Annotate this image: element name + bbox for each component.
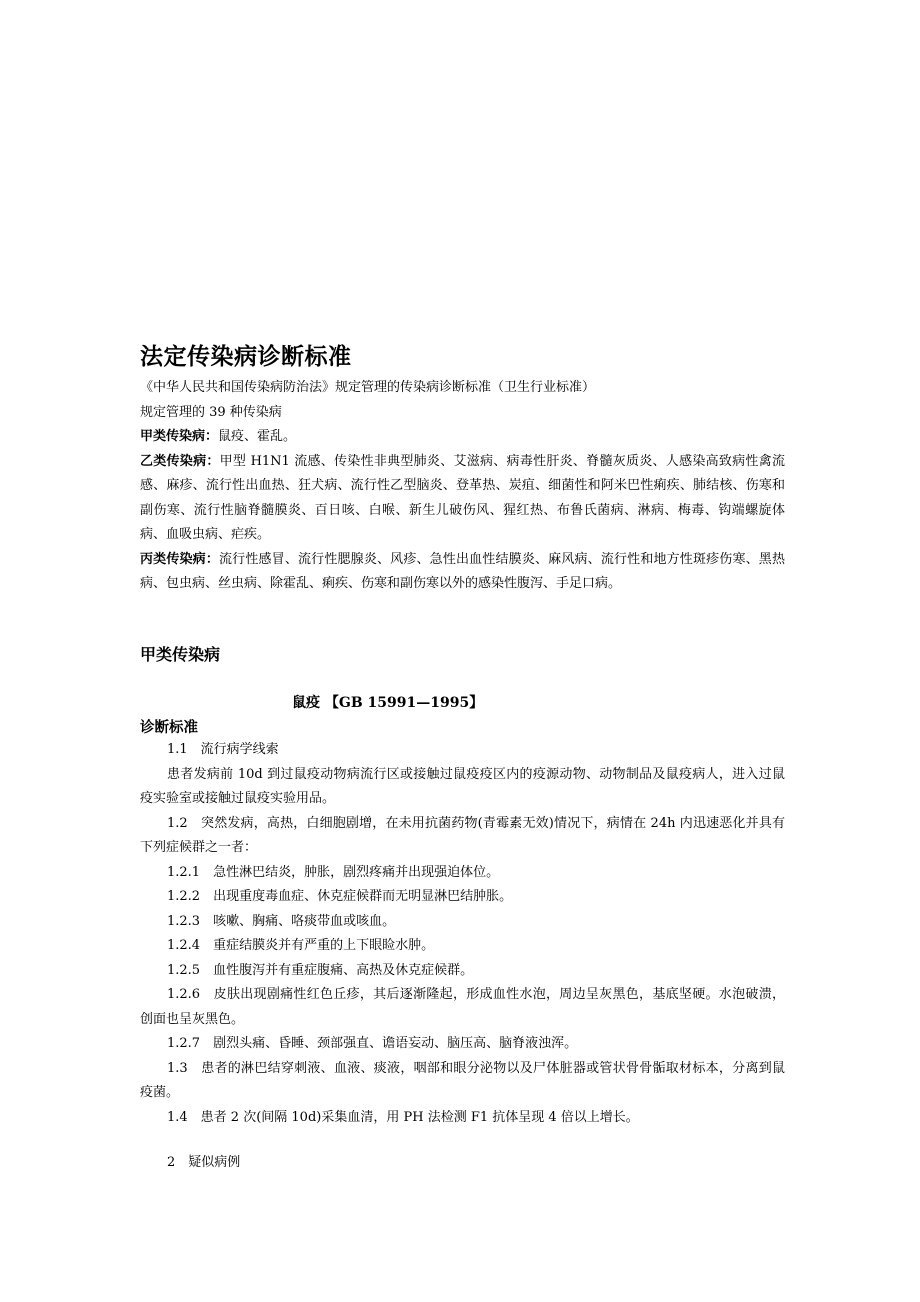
criteria-item: 1.1 流行病学线索 <box>167 742 279 757</box>
class-c-paragraph <box>140 548 785 597</box>
criteria-item: 1.2.6 皮肤出现剧痛性红色丘疹，其后逐渐隆起，形成血性水泡，周边呈灰黑色，基底坚硬。水泡破溃，创面也呈灰黑色。 <box>140 987 785 1027</box>
disease-title: 鼠疫 【GB 15991—1995】 <box>292 695 484 711</box>
criteria-item: 1.2.2 出现重度毒血症、休克症候群而无明显淋巴结肿胀。 <box>167 889 513 904</box>
class-b-paragraph <box>140 450 785 548</box>
criteria-item: 1.2.5 血性腹泻并有重症腹痛、高热及休克症候群。 <box>167 962 474 978</box>
document-title: 法定传染病诊断标准 <box>140 344 352 370</box>
class-c-text: 流行性感冒、流行性腮腺炎、风疹、急性出血性结膜炎、麻风病、流行性和地方性斑疹伤寒、黑热病、包虫病、丝虫病、除霍乱、痢疾、伤寒和副伤寒以外的感染性腹泻、手足口病。 <box>140 551 785 591</box>
criteria-item: 1.2.3 咳嗽、胸痛、咯痰带血或咳血。 <box>167 913 396 929</box>
section-2-heading: 2 疑似病例 <box>167 1155 241 1170</box>
criteria-item: 1.2 突然发病，高热，白细胞剧增，在未用抗菌药物(青霉素无效)情况下，病情在 24h 内迅速恶化并具有下列症候群之一者： <box>140 815 785 855</box>
criteria-item: 患者发病前 10d 到过鼠疫动物病流行区或接触过鼠疫疫区内的疫源动物、动物制品及鼠疫病人，进入过鼠疫实验室或接触过鼠疫实验用品。 <box>140 766 785 806</box>
class-a-label: 甲类传染病： <box>140 429 219 444</box>
criteria-item: 1.2.7 剧烈头痛、昏睡、颈部强直、谵语妄动、脑压高、脑脊液浊浑。 <box>167 1036 578 1051</box>
class-b-label: 乙类传染病： <box>140 453 220 469</box>
subtitle: 《中华人民共和国传染病防治法》规定管理的传染病诊断标准（卫生行业标准） <box>140 380 596 395</box>
class-a-paragraph <box>140 425 785 450</box>
intro-section <box>140 376 785 597</box>
criteria-item: 1.3 患者的淋巴结穿刺液、血液、痰液，咽部和眼分泌物以及尸体脏器或管状骨骨骺取材标本，分离到鼠疫菌。 <box>140 1060 785 1100</box>
class-c-label: 丙类传染病： <box>140 551 219 567</box>
criteria-item: 1.2.4 重症结膜炎并有严重的上下眼睑水肿。 <box>167 938 435 953</box>
criteria-item: 1.4 患者 2 次(间隔 10d)采集血清，用 PH 法检测 F1 抗体呈现 4 倍以上增长。 <box>167 1109 639 1125</box>
criteria-item: 1.2.1 急性淋巴结炎，肿胀，剧烈疼痛并出现强迫体位。 <box>167 864 500 880</box>
count-line: 规定管理的 39 种传染病 <box>140 404 282 420</box>
diagnosis-heading: 诊断标准 <box>140 720 198 736</box>
class-a-text: 鼠疫、霍乱。 <box>218 429 297 444</box>
class-b-text: 甲型 H1N1 流感、传染性非典型肺炎、艾滋病、病毒性肝炎、脊髓灰质炎、人感染高致病性禽流感、麻疹、流行性出血热、狂犬病、流行性乙型脑炎、登革热、炭疽、细菌性和阿米巴性痢疾、肺结核、伤寒和副伤寒、流行性脑脊髓膜炎、百日咳、白喉、新生儿破伤风、猩红热、布鲁氏菌病、淋病、梅毒、钩端螺旋体病、血吸虫病、疟疾。 <box>140 453 785 542</box>
section-heading: 甲类传染病 <box>140 645 221 664</box>
diagnosis-body <box>140 738 785 1130</box>
